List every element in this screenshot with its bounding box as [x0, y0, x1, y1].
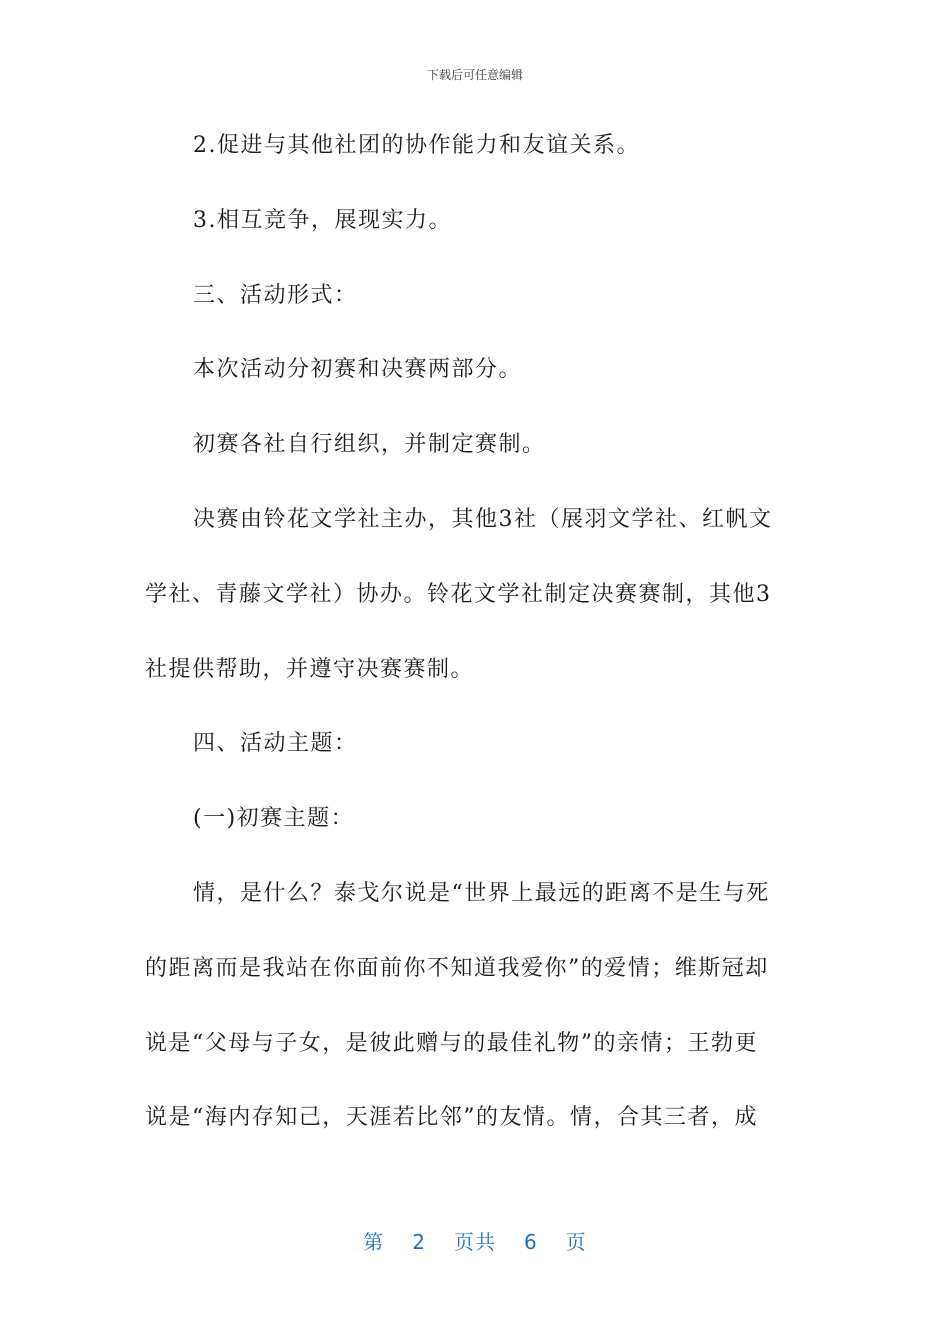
paragraph-line: 说是“海内存知己，天涯若比邻”的友情。情，合其三者，成	[145, 1105, 758, 1130]
paragraph-line: 社提供帮助，并遵守决赛赛制。	[145, 657, 475, 682]
footer-di: 第	[363, 1230, 385, 1254]
paragraph-line: 情，是什么？泰戈尔说是“世界上最远的距离不是生与死	[193, 881, 770, 906]
paragraph-line: 2.促进与其他社团的协作能力和友谊关系。	[193, 133, 640, 158]
paragraph-line: 学社、青藤文学社）协办。铃花文学社制定决赛赛制，其他3	[145, 582, 772, 607]
paragraph-line: 本次活动分初赛和决赛两部分。	[193, 357, 523, 382]
footer-total-pages: 6	[524, 1230, 538, 1254]
footer-ye-gong: 页共	[454, 1230, 496, 1254]
section-heading: 四、活动主题：	[193, 731, 358, 756]
footer-ye: 页	[565, 1230, 587, 1254]
paragraph-line: 的距离而是我站在你面前你不知道我爱你”的爱情；维斯冠却	[145, 956, 769, 981]
page-footer	[0, 1226, 950, 1255]
section-heading: 三、活动形式：	[193, 283, 358, 308]
footer-page-number: 2	[412, 1230, 426, 1254]
page-header: 下载后可任意编辑	[426, 68, 523, 82]
paragraph-line: 3.相互竞争，展现实力。	[193, 208, 452, 233]
paragraph-line: 说是“父母与子女，是彼此赠与的最佳礼物”的亲情；王勃更	[145, 1031, 758, 1056]
paragraph-line: 初赛各社自行组织，并制定赛制。	[193, 432, 546, 457]
paragraph-line: 决赛由铃花文学社主办，其他3社（展羽文学社、红帆文	[193, 507, 773, 532]
subsection-heading: (一)初赛主题：	[193, 806, 355, 831]
